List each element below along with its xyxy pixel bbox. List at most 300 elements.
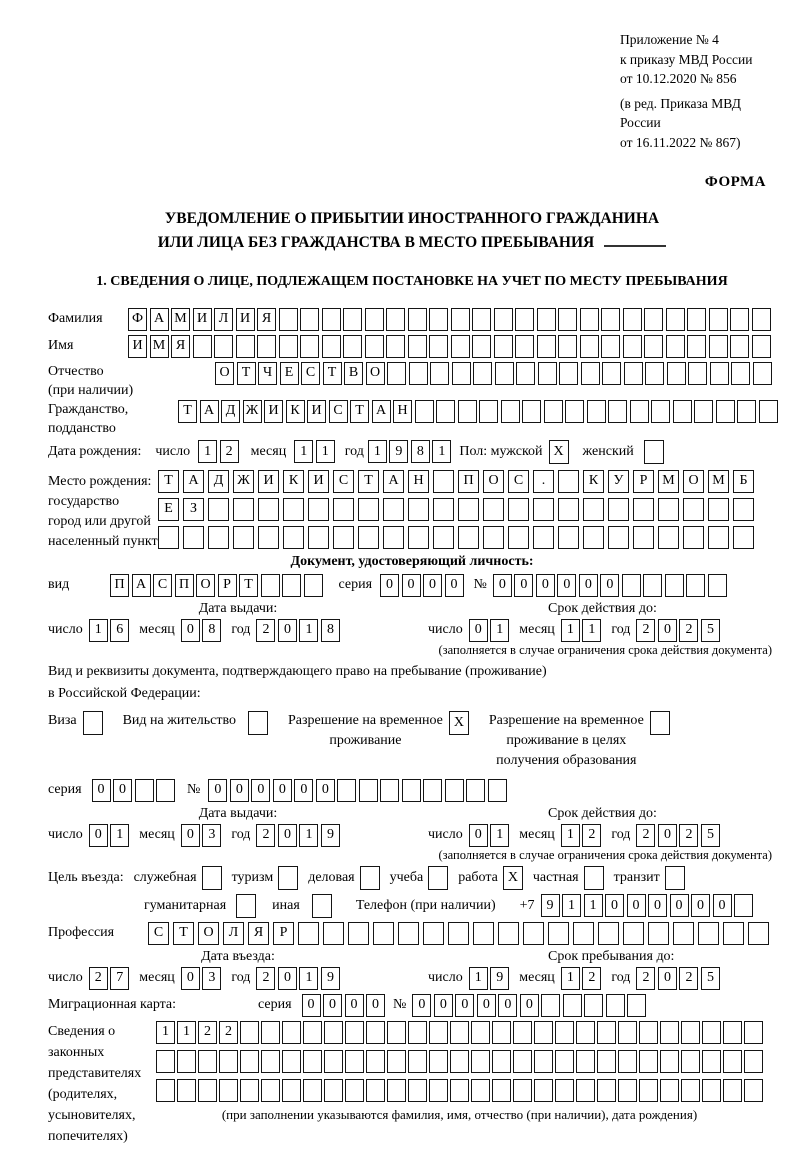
char-cell[interactable]: 0 [658, 824, 677, 847]
char-cell[interactable]: 1 [299, 824, 318, 847]
char-cell[interactable] [723, 1021, 742, 1044]
char-cell[interactable] [283, 526, 304, 549]
char-cell[interactable] [622, 574, 641, 597]
char-cell[interactable]: 0 [278, 619, 297, 642]
char-cell[interactable]: 0 [469, 619, 488, 642]
char-cell[interactable] [183, 526, 204, 549]
permit-series-input[interactable] [92, 779, 176, 802]
char-cell[interactable] [752, 308, 771, 331]
profession-input[interactable] [148, 922, 769, 945]
char-cell[interactable] [300, 308, 319, 331]
char-cell[interactable] [258, 498, 279, 521]
char-cell[interactable] [483, 498, 504, 521]
char-cell[interactable] [135, 779, 154, 802]
char-cell[interactable] [688, 362, 707, 385]
char-cell[interactable] [308, 526, 329, 549]
phone-input[interactable] [541, 894, 754, 917]
char-cell[interactable] [488, 779, 507, 802]
char-cell[interactable] [627, 994, 646, 1017]
char-cell[interactable]: 0 [493, 574, 512, 597]
char-cell[interactable] [558, 498, 579, 521]
char-cell[interactable] [283, 498, 304, 521]
char-cell[interactable]: И [307, 400, 326, 423]
char-cell[interactable]: 0 [181, 619, 200, 642]
char-cell[interactable] [608, 526, 629, 549]
char-cell[interactable]: 0 [208, 779, 227, 802]
char-cell[interactable]: 2 [636, 967, 655, 990]
char-cell[interactable] [559, 362, 578, 385]
char-cell[interactable] [580, 308, 599, 331]
name-input[interactable] [128, 335, 771, 358]
char-cell[interactable] [660, 1079, 679, 1102]
char-cell[interactable] [219, 1079, 238, 1102]
char-cell[interactable]: И [308, 470, 329, 493]
char-cell[interactable] [387, 362, 406, 385]
char-cell[interactable] [304, 574, 323, 597]
char-cell[interactable]: 0 [579, 574, 598, 597]
char-cell[interactable]: И [128, 335, 147, 358]
char-cell[interactable] [606, 994, 625, 1017]
char-cell[interactable]: Я [171, 335, 190, 358]
stay-month-input[interactable] [561, 967, 602, 990]
char-cell[interactable] [298, 922, 319, 945]
char-cell[interactable]: М [708, 470, 729, 493]
char-cell[interactable]: Л [214, 308, 233, 331]
doc-issue-month-input[interactable] [181, 619, 222, 642]
char-cell[interactable] [563, 994, 582, 1017]
char-cell[interactable] [644, 335, 663, 358]
char-cell[interactable]: 0 [273, 779, 292, 802]
char-cell[interactable]: 0 [520, 994, 539, 1017]
char-cell[interactable] [282, 1021, 301, 1044]
birthplace-row1-input[interactable] [158, 470, 754, 493]
char-cell[interactable] [282, 1050, 301, 1073]
char-cell[interactable] [513, 1021, 532, 1044]
char-cell[interactable] [681, 1079, 700, 1102]
entry-month-input[interactable] [181, 967, 222, 990]
doc-series-input[interactable] [380, 574, 464, 597]
char-cell[interactable] [576, 1050, 595, 1073]
char-cell[interactable] [708, 574, 727, 597]
birth-month-input[interactable] [294, 440, 335, 463]
char-cell[interactable] [548, 922, 569, 945]
char-cell[interactable] [343, 335, 362, 358]
char-cell[interactable] [366, 1050, 385, 1073]
char-cell[interactable] [473, 362, 492, 385]
char-cell[interactable] [730, 335, 749, 358]
char-cell[interactable] [300, 335, 319, 358]
char-cell[interactable] [708, 526, 729, 549]
char-cell[interactable] [198, 1050, 217, 1073]
char-cell[interactable]: 0 [230, 779, 249, 802]
char-cell[interactable]: К [283, 470, 304, 493]
char-cell[interactable] [473, 922, 494, 945]
char-cell[interactable]: 0 [557, 574, 576, 597]
doc-issue-day-input[interactable] [89, 619, 130, 642]
char-cell[interactable] [258, 526, 279, 549]
char-cell[interactable] [513, 1050, 532, 1073]
char-cell[interactable]: 0 [113, 779, 132, 802]
char-cell[interactable] [723, 1079, 742, 1102]
char-cell[interactable]: 5 [701, 824, 720, 847]
char-cell[interactable] [380, 779, 399, 802]
char-cell[interactable] [731, 362, 750, 385]
char-cell[interactable] [261, 1079, 280, 1102]
char-cell[interactable]: Т [358, 470, 379, 493]
char-cell[interactable]: 0 [181, 824, 200, 847]
char-cell[interactable]: 0 [658, 967, 677, 990]
char-cell[interactable] [233, 526, 254, 549]
char-cell[interactable]: С [329, 400, 348, 423]
char-cell[interactable] [240, 1079, 259, 1102]
char-cell[interactable] [602, 362, 621, 385]
char-cell[interactable]: 0 [670, 894, 689, 917]
char-cell[interactable]: Т [178, 400, 197, 423]
char-cell[interactable] [219, 1050, 238, 1073]
char-cell[interactable]: 0 [181, 967, 200, 990]
char-cell[interactable] [541, 994, 560, 1017]
char-cell[interactable] [624, 362, 643, 385]
char-cell[interactable] [608, 400, 627, 423]
char-cell[interactable]: 0 [658, 619, 677, 642]
char-cell[interactable]: 9 [321, 824, 340, 847]
permit-valid-day-input[interactable] [469, 824, 510, 847]
char-cell[interactable]: О [215, 362, 234, 385]
birthplace-row2-input[interactable] [158, 498, 754, 521]
char-cell[interactable]: 0 [423, 574, 442, 597]
char-cell[interactable]: С [333, 470, 354, 493]
char-cell[interactable] [730, 308, 749, 331]
char-cell[interactable] [660, 1021, 679, 1044]
purpose-other-checkbox[interactable] [312, 894, 332, 918]
char-cell[interactable]: Б [733, 470, 754, 493]
char-cell[interactable] [748, 922, 769, 945]
char-cell[interactable]: 1 [490, 619, 509, 642]
char-cell[interactable] [308, 498, 329, 521]
char-cell[interactable] [156, 1079, 175, 1102]
char-cell[interactable] [508, 526, 529, 549]
char-cell[interactable]: Р [218, 574, 237, 597]
char-cell[interactable]: С [508, 470, 529, 493]
char-cell[interactable] [584, 994, 603, 1017]
char-cell[interactable] [450, 1021, 469, 1044]
visa-checkbox[interactable] [83, 711, 103, 735]
char-cell[interactable]: 0 [605, 894, 624, 917]
permit-issue-year-input[interactable] [256, 824, 340, 847]
char-cell[interactable] [534, 1021, 553, 1044]
char-cell[interactable] [597, 1021, 616, 1044]
char-cell[interactable]: Е [158, 498, 179, 521]
char-cell[interactable]: 0 [713, 894, 732, 917]
purpose-transit-checkbox[interactable] [665, 866, 685, 890]
purpose-humanitarian-checkbox[interactable] [236, 894, 256, 918]
birthplace-row3-input[interactable] [158, 526, 754, 549]
char-cell[interactable]: Д [221, 400, 240, 423]
char-cell[interactable] [537, 335, 556, 358]
char-cell[interactable] [555, 1021, 574, 1044]
char-cell[interactable] [665, 574, 684, 597]
char-cell[interactable] [737, 400, 756, 423]
char-cell[interactable] [523, 922, 544, 945]
char-cell[interactable] [702, 1021, 721, 1044]
char-cell[interactable]: Т [237, 362, 256, 385]
char-cell[interactable] [683, 526, 704, 549]
char-cell[interactable] [483, 526, 504, 549]
char-cell[interactable] [492, 1021, 511, 1044]
char-cell[interactable] [429, 1021, 448, 1044]
char-cell[interactable] [533, 498, 554, 521]
char-cell[interactable] [402, 779, 421, 802]
doc-number-input[interactable] [493, 574, 727, 597]
char-cell[interactable] [366, 1079, 385, 1102]
char-cell[interactable] [573, 922, 594, 945]
char-cell[interactable] [633, 526, 654, 549]
char-cell[interactable]: 1 [177, 1021, 196, 1044]
char-cell[interactable] [408, 308, 427, 331]
char-cell[interactable]: Ж [233, 470, 254, 493]
char-cell[interactable]: М [171, 308, 190, 331]
char-cell[interactable] [345, 1050, 364, 1073]
char-cell[interactable] [450, 1050, 469, 1073]
char-cell[interactable] [408, 1021, 427, 1044]
char-cell[interactable] [193, 335, 212, 358]
citizenship-input[interactable] [178, 400, 778, 423]
char-cell[interactable]: 0 [89, 824, 108, 847]
char-cell[interactable]: 0 [92, 779, 111, 802]
char-cell[interactable] [408, 498, 429, 521]
char-cell[interactable]: 0 [455, 994, 474, 1017]
char-cell[interactable]: Я [257, 308, 276, 331]
char-cell[interactable] [558, 470, 579, 493]
char-cell[interactable] [387, 1050, 406, 1073]
char-cell[interactable] [451, 308, 470, 331]
char-cell[interactable]: 5 [701, 967, 720, 990]
representatives-row3-input[interactable] [156, 1079, 763, 1102]
char-cell[interactable]: 1 [469, 967, 488, 990]
char-cell[interactable] [366, 1021, 385, 1044]
char-cell[interactable]: 0 [691, 894, 710, 917]
char-cell[interactable]: О [198, 922, 219, 945]
char-cell[interactable] [709, 335, 728, 358]
char-cell[interactable] [537, 308, 556, 331]
char-cell[interactable] [576, 1079, 595, 1102]
char-cell[interactable] [451, 335, 470, 358]
char-cell[interactable] [495, 362, 514, 385]
char-cell[interactable]: 1 [299, 967, 318, 990]
char-cell[interactable] [533, 526, 554, 549]
char-cell[interactable]: 0 [477, 994, 496, 1017]
char-cell[interactable]: М [658, 470, 679, 493]
char-cell[interactable]: 1 [584, 894, 603, 917]
char-cell[interactable] [429, 335, 448, 358]
rvp-checkbox[interactable]: X [449, 711, 469, 735]
permit-valid-year-input[interactable] [636, 824, 720, 847]
char-cell[interactable] [508, 498, 529, 521]
char-cell[interactable]: 0 [469, 824, 488, 847]
char-cell[interactable] [458, 526, 479, 549]
char-cell[interactable] [618, 1050, 637, 1073]
char-cell[interactable]: 2 [582, 967, 601, 990]
char-cell[interactable] [687, 335, 706, 358]
birth-day-input[interactable] [198, 440, 239, 463]
char-cell[interactable]: У [608, 470, 629, 493]
representatives-row1-input[interactable] [156, 1021, 763, 1044]
char-cell[interactable] [333, 498, 354, 521]
char-cell[interactable]: 0 [445, 574, 464, 597]
char-cell[interactable]: 1 [490, 824, 509, 847]
char-cell[interactable]: А [383, 470, 404, 493]
char-cell[interactable] [513, 1079, 532, 1102]
char-cell[interactable] [686, 574, 705, 597]
char-cell[interactable] [555, 1079, 574, 1102]
char-cell[interactable]: Р [633, 470, 654, 493]
char-cell[interactable] [324, 1050, 343, 1073]
char-cell[interactable]: Ф [128, 308, 147, 331]
char-cell[interactable] [752, 335, 771, 358]
char-cell[interactable] [576, 1021, 595, 1044]
purpose-tourism-checkbox[interactable] [278, 866, 298, 890]
char-cell[interactable] [365, 335, 384, 358]
char-cell[interactable] [618, 1021, 637, 1044]
char-cell[interactable] [723, 922, 744, 945]
char-cell[interactable] [623, 335, 642, 358]
char-cell[interactable] [383, 526, 404, 549]
char-cell[interactable]: 0 [627, 894, 646, 917]
char-cell[interactable] [466, 779, 485, 802]
char-cell[interactable] [681, 1021, 700, 1044]
char-cell[interactable] [597, 1050, 616, 1073]
char-cell[interactable] [430, 362, 449, 385]
char-cell[interactable] [658, 498, 679, 521]
char-cell[interactable] [608, 498, 629, 521]
char-cell[interactable] [618, 1079, 637, 1102]
char-cell[interactable]: А [372, 400, 391, 423]
char-cell[interactable] [733, 526, 754, 549]
char-cell[interactable]: 0 [514, 574, 533, 597]
char-cell[interactable] [683, 498, 704, 521]
char-cell[interactable]: 1 [316, 440, 335, 463]
char-cell[interactable] [472, 308, 491, 331]
char-cell[interactable]: 2 [220, 440, 239, 463]
char-cell[interactable]: 2 [219, 1021, 238, 1044]
char-cell[interactable] [660, 1050, 679, 1073]
char-cell[interactable] [702, 1079, 721, 1102]
char-cell[interactable]: И [264, 400, 283, 423]
char-cell[interactable]: 0 [345, 994, 364, 1017]
char-cell[interactable]: 1 [299, 619, 318, 642]
char-cell[interactable] [498, 922, 519, 945]
char-cell[interactable]: 0 [323, 994, 342, 1017]
char-cell[interactable] [558, 526, 579, 549]
char-cell[interactable]: Д [208, 470, 229, 493]
char-cell[interactable] [516, 362, 535, 385]
char-cell[interactable] [471, 1079, 490, 1102]
char-cell[interactable]: Ч [258, 362, 277, 385]
char-cell[interactable]: 9 [490, 967, 509, 990]
char-cell[interactable]: 8 [321, 619, 340, 642]
doc-valid-day-input[interactable] [469, 619, 510, 642]
char-cell[interactable] [734, 894, 753, 917]
char-cell[interactable] [398, 922, 419, 945]
char-cell[interactable] [658, 526, 679, 549]
char-cell[interactable] [702, 1050, 721, 1073]
char-cell[interactable] [345, 1079, 364, 1102]
char-cell[interactable] [673, 922, 694, 945]
char-cell[interactable]: 2 [256, 619, 275, 642]
char-cell[interactable] [429, 1050, 448, 1073]
char-cell[interactable] [415, 400, 434, 423]
char-cell[interactable] [515, 335, 534, 358]
purpose-official-checkbox[interactable] [202, 866, 222, 890]
char-cell[interactable]: П [110, 574, 129, 597]
char-cell[interactable] [639, 1050, 658, 1073]
char-cell[interactable] [322, 308, 341, 331]
char-cell[interactable]: Ж [243, 400, 262, 423]
char-cell[interactable] [744, 1050, 763, 1073]
char-cell[interactable] [323, 922, 344, 945]
char-cell[interactable] [667, 362, 686, 385]
char-cell[interactable] [409, 362, 428, 385]
char-cell[interactable] [324, 1021, 343, 1044]
char-cell[interactable] [429, 308, 448, 331]
char-cell[interactable] [208, 498, 229, 521]
char-cell[interactable] [177, 1050, 196, 1073]
char-cell[interactable]: Т [173, 922, 194, 945]
char-cell[interactable] [337, 779, 356, 802]
char-cell[interactable] [282, 1079, 301, 1102]
char-cell[interactable] [458, 498, 479, 521]
char-cell[interactable]: 3 [202, 824, 221, 847]
char-cell[interactable] [644, 308, 663, 331]
char-cell[interactable] [240, 1050, 259, 1073]
char-cell[interactable]: Р [273, 922, 294, 945]
char-cell[interactable]: 9 [389, 440, 408, 463]
char-cell[interactable] [450, 1079, 469, 1102]
char-cell[interactable]: А [150, 308, 169, 331]
char-cell[interactable] [423, 922, 444, 945]
char-cell[interactable]: О [196, 574, 215, 597]
rvp-edu-checkbox[interactable] [650, 711, 670, 735]
patronymic-input[interactable] [215, 362, 772, 385]
char-cell[interactable] [261, 1050, 280, 1073]
purpose-work-checkbox[interactable]: X [503, 866, 523, 890]
char-cell[interactable] [257, 335, 276, 358]
char-cell[interactable] [279, 308, 298, 331]
char-cell[interactable] [723, 1050, 742, 1073]
char-cell[interactable] [448, 922, 469, 945]
char-cell[interactable] [240, 1021, 259, 1044]
char-cell[interactable] [472, 335, 491, 358]
char-cell[interactable] [753, 362, 772, 385]
char-cell[interactable]: 1 [582, 619, 601, 642]
char-cell[interactable]: 1 [368, 440, 387, 463]
char-cell[interactable]: Я [248, 922, 269, 945]
char-cell[interactable]: И [258, 470, 279, 493]
stay-year-input[interactable] [636, 967, 720, 990]
char-cell[interactable]: 1 [561, 619, 580, 642]
doc-kind-input[interactable] [110, 574, 323, 597]
char-cell[interactable]: 0 [366, 994, 385, 1017]
char-cell[interactable]: 2 [636, 824, 655, 847]
char-cell[interactable] [198, 1079, 217, 1102]
char-cell[interactable] [651, 400, 670, 423]
char-cell[interactable]: О [366, 362, 385, 385]
char-cell[interactable]: 0 [648, 894, 667, 917]
char-cell[interactable] [214, 335, 233, 358]
char-cell[interactable] [383, 498, 404, 521]
char-cell[interactable] [358, 498, 379, 521]
char-cell[interactable] [387, 1079, 406, 1102]
